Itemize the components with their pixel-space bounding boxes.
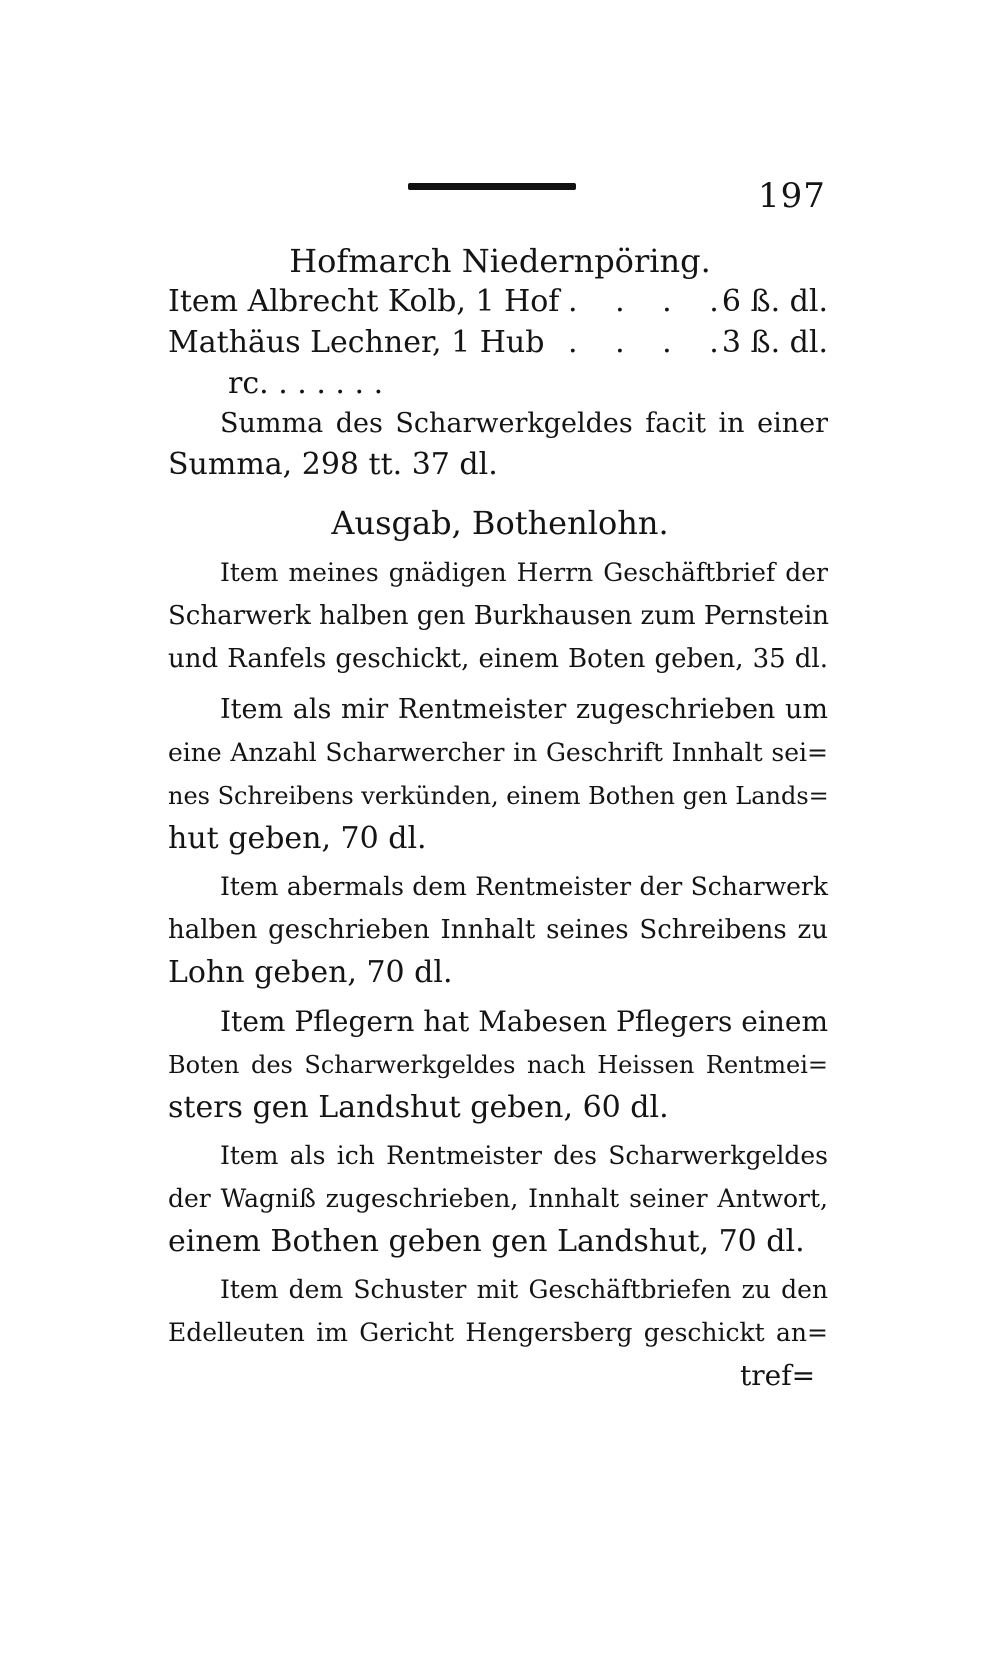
text-line: Boten des Scharwerkgeldes nach Heissen Rentmei=: [168, 1051, 828, 1079]
text-line: der Wagniß zugeschrieben, Innhalt seiner Antwort,: [168, 1184, 828, 1213]
entry-amount: 3 ß. dl.: [721, 325, 828, 360]
entry-name: Mathäus Lechner, 1 Hub: [168, 325, 545, 360]
text-line: und Ranfels geschickt, einem Boten geben, 35 dl.: [168, 644, 828, 674]
etcetera-line: rc. . . . . . .: [228, 366, 384, 401]
text-line: sters gen Landshut geben, 60 dl.: [168, 1090, 669, 1125]
catchword: tref=: [740, 1359, 816, 1392]
entry-name: Item Albrecht Kolb, 1 Hof: [168, 284, 560, 319]
text-line: Item als mir Rentmeister zugeschrieben um: [220, 694, 828, 725]
text-line: Item dem Schuster mit Geschäftbriefen zu den: [220, 1275, 828, 1304]
text-line: Item als ich Rentmeister des Scharwerkgeldes: [220, 1141, 828, 1170]
text-line: nes Schreibens verkünden, einem Bothen gen Lands=: [168, 782, 829, 810]
entry-amount: 6 ß. dl.: [721, 284, 828, 319]
text-line: Item abermals dem Rentmeister der Scharwerk: [220, 872, 828, 901]
summa-line: Summa, 298 tt. 37 dl.: [168, 447, 498, 482]
entry-dots: . . . .: [568, 284, 733, 319]
text-line: halben geschrieben Innhalt seines Schreibens zu: [168, 915, 828, 945]
page-number: 197: [758, 176, 826, 216]
text-line: hut geben, 70 dl.: [168, 821, 427, 856]
section-heading-hofmarch: Hofmarch Niedernpöring.: [289, 242, 711, 280]
text-line: Item meines gnädigen Herrn Geschäftbrief der: [220, 558, 828, 587]
text-line: Item Pflegern hat Mabesen Pflegers einem: [220, 1005, 828, 1038]
section-heading-ausgab: Ausgab, Bothenlohn.: [331, 504, 669, 542]
entry-dots: . . . .: [568, 325, 733, 360]
text-line: Edelleuten im Gericht Hengersberg geschickt an=: [168, 1318, 828, 1347]
text-line: einem Bothen geben gen Landshut, 70 dl.: [168, 1224, 805, 1259]
text-line: eine Anzahl Scharwercher in Geschrift Innhalt sei=: [168, 738, 828, 767]
text-line: Lohn geben, 70 dl.: [168, 955, 453, 990]
text-line: Scharwerk halben gen Burkhausen zum Pernstein: [168, 601, 830, 631]
header-rule: [408, 183, 576, 190]
summa-line: Summa des Scharwerkgeldes facit in einer: [220, 408, 828, 439]
